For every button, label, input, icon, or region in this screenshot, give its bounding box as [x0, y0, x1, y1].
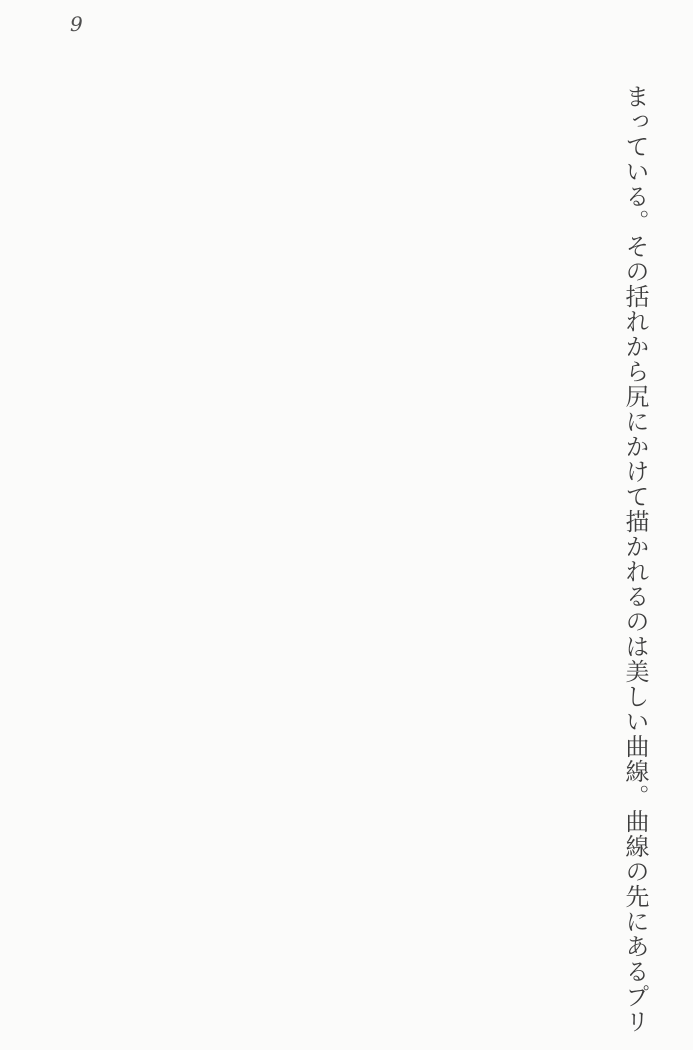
text-line: まっている。その括れから尻にかけて描かれるのは美しい曲線。曲線の先にあるプリ [621, 84, 649, 1034]
page-number: 9 [70, 12, 83, 36]
body-text [0, 84, 653, 1036]
